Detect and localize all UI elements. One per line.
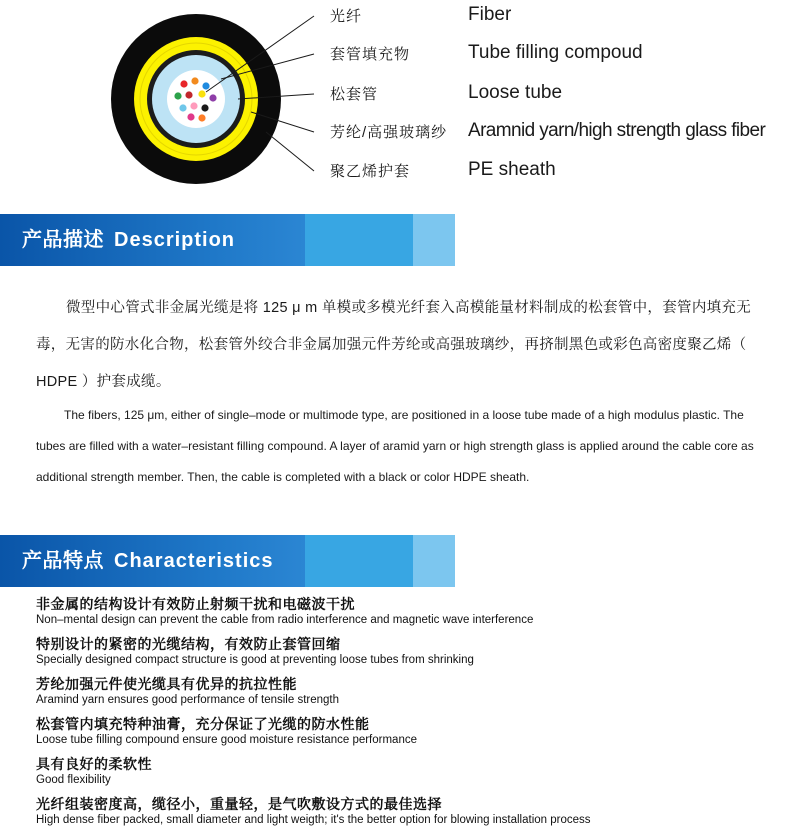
feature-zh: 非金属的结构设计有效防止射频干扰和电磁波干扰 bbox=[36, 596, 355, 612]
feature-zh: 芳纶加强元件使光缆具有优异的抗拉性能 bbox=[36, 676, 297, 692]
legend-aramid-en: Aramnid yarn/high strength glass fiber bbox=[468, 120, 766, 141]
feature-en: Good flexibility bbox=[36, 774, 111, 786]
leader-line-sheath bbox=[266, 132, 314, 171]
legend-sheath-zh: 聚乙烯护套 bbox=[330, 163, 411, 180]
feature-item bbox=[36, 634, 776, 674]
description-text-zh: 微型中心管式非金属光缆是将 125 μ m 单模或多模光纤套入高模能量材料制成的松套管中，套管内填充无毒，无害的防水化合物，松套管外绞合非金属加强元件芳纶或高强玻璃纱，再挤制黑色或彩色高密度聚乙烯（ HDPE ）护套成缆。 bbox=[36, 300, 752, 390]
banner-end-block bbox=[413, 535, 455, 587]
feature-zh: 松套管内填充特种油膏，充分保证了光缆的防水性能 bbox=[36, 716, 370, 732]
legend-fiber-zh: 光纤 bbox=[330, 8, 363, 25]
fiber-strand bbox=[198, 114, 205, 121]
fiber-strand bbox=[180, 80, 187, 87]
banner-mid-block bbox=[305, 535, 413, 587]
banner-end-block bbox=[413, 214, 455, 266]
cable-cross-section bbox=[0, 0, 800, 200]
feature-en: Specially designed compact structure is good at preventing loose tubes from shrinking bbox=[36, 654, 474, 666]
characteristics-list bbox=[36, 594, 776, 826]
legend-tube-zh: 松套管 bbox=[330, 86, 379, 103]
description-text-en: The fibers, 125 μm, either of single–mode or multimode type, are positioned in a loose tube made of a high modulus plastic. The tubes are filled with a water–resistant filling compound. A layer of aramid yarn or high strength glass is applied around the cable core as additional strength member. Then, the cable is completed with a black or color HDPE sheath. bbox=[36, 408, 754, 484]
characteristics-title-en: Characteristics bbox=[114, 550, 274, 572]
feature-en: Non–mental design can prevent the cable from radio interference and magnetic wave interference bbox=[36, 614, 534, 626]
legend-fiber-en: Fiber bbox=[468, 4, 512, 25]
legend-aramid-zh: 芳纶/高强玻璃纱 bbox=[330, 124, 448, 141]
fiber-strand bbox=[209, 94, 216, 101]
fiber-strand bbox=[198, 90, 205, 97]
feature-item bbox=[36, 674, 776, 714]
feature-item bbox=[36, 594, 776, 634]
feature-en: Aramind yarn ensures good performance of tensile strength bbox=[36, 694, 339, 706]
fiber-strand bbox=[191, 77, 198, 84]
characteristics-title bbox=[22, 535, 274, 587]
fiber-strand bbox=[201, 104, 208, 111]
fiber-strand bbox=[202, 82, 209, 89]
feature-en: Loose tube filling compound ensure good moisture resistance performance bbox=[36, 734, 417, 746]
description-banner bbox=[0, 214, 455, 266]
banner-mid-block bbox=[305, 214, 413, 266]
fiber-strand bbox=[187, 113, 194, 120]
fiber-strand bbox=[174, 92, 181, 99]
characteristics-title-zh: 产品特点 bbox=[22, 550, 104, 572]
feature-item bbox=[36, 794, 776, 826]
feature-zh: 特别设计的紧密的光缆结构，有效防止套管回缩 bbox=[36, 636, 341, 652]
description-title-en: Description bbox=[114, 229, 236, 251]
feature-zh: 光纤组装密度高，缆径小，重量轻，是气吹敷设方式的最佳选择 bbox=[36, 796, 442, 812]
feature-en: High dense fiber packed, small diameter and light weigth; it's the better option for blowing installation process bbox=[36, 814, 591, 826]
feature-item bbox=[36, 754, 776, 794]
feature-zh: 具有良好的柔软性 bbox=[36, 756, 152, 772]
legend-sheath-en: PE sheath bbox=[468, 159, 556, 180]
fiber-strand bbox=[185, 91, 192, 98]
legend-filling-en: Tube filling compoud bbox=[468, 42, 643, 63]
description-title-zh: 产品描述 bbox=[22, 229, 104, 251]
legend-tube-en: Loose tube bbox=[468, 82, 563, 103]
description-title bbox=[22, 214, 235, 266]
characteristics-banner bbox=[0, 535, 455, 587]
fiber-strand bbox=[190, 102, 197, 109]
fiber-strand bbox=[179, 104, 186, 111]
feature-item bbox=[36, 714, 776, 754]
legend-filling-zh: 套管填充物 bbox=[330, 46, 411, 63]
